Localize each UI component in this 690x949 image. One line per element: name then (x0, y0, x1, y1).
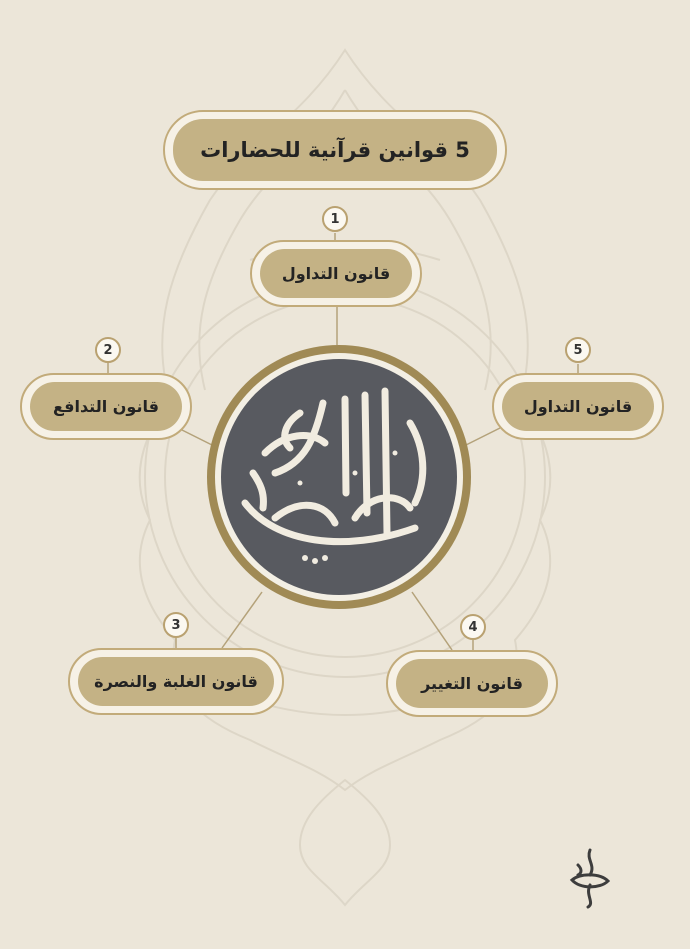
law-2-pill (20, 373, 192, 440)
law-1-number-badge: 1 (322, 206, 348, 232)
law-5-label: قانون التداول (502, 382, 654, 431)
law-2-number-badge: 2 (95, 337, 121, 363)
law-5-pill (492, 373, 664, 440)
law-4-number-badge: 4 (460, 614, 486, 640)
law-5-number-badge: 5 (565, 337, 591, 363)
law-1-label: قانون التداول (260, 249, 412, 298)
law-4-pill (386, 650, 558, 717)
law-2-label: قانون التدافع (30, 382, 182, 431)
quran-calligraphy-emblem (205, 343, 473, 611)
law-3-number-badge: 3 (163, 612, 189, 638)
signature-logo (560, 845, 620, 910)
title-pill (163, 110, 507, 190)
law-4-label: قانون التغيير (396, 659, 548, 708)
law-3-pill (68, 648, 284, 715)
law-3-label: قانون الغلبة والنصرة (78, 657, 274, 706)
law-1-pill (250, 240, 422, 307)
page-title: 5 قوانين قرآنية للحضارات (173, 119, 497, 181)
